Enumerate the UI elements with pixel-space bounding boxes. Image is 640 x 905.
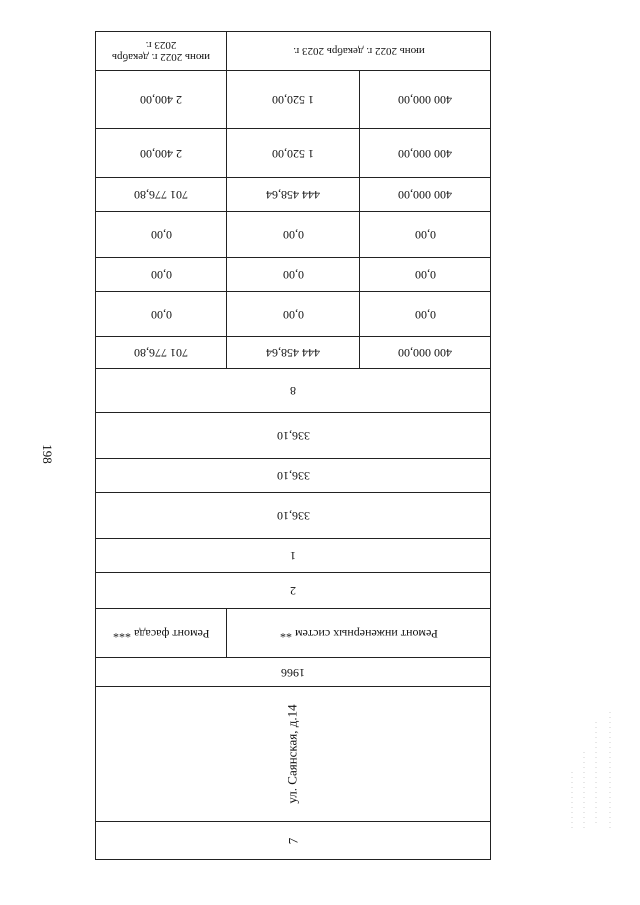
cell-value: 336,10 — [276, 469, 310, 483]
cell-value: 1 520,00 — [272, 93, 314, 107]
cell-value: 0,00 — [414, 307, 436, 322]
table-cell — [359, 292, 490, 336]
cell-value: 8 — [290, 384, 296, 398]
scan-artifact — [566, 712, 616, 832]
table-row — [96, 292, 490, 337]
cell-value: 336,10 — [276, 429, 310, 443]
table-cell — [359, 337, 490, 368]
cell-value: 2 400,00 — [140, 93, 182, 107]
table-cell — [96, 337, 226, 368]
table-row — [96, 493, 490, 539]
address-text: ул. Саянская, д.14 — [284, 704, 300, 804]
table-cell — [226, 129, 359, 177]
table-cell — [96, 493, 490, 538]
table-cell — [96, 32, 226, 70]
period-text: июнь 2022 г. декабрь 2023 г. — [112, 39, 210, 63]
table-cell — [96, 413, 490, 458]
table-row-period — [96, 32, 490, 71]
table-cell — [96, 369, 490, 412]
table-cell — [359, 258, 490, 291]
table-cell — [226, 32, 490, 70]
table-cell — [96, 459, 490, 492]
cell-value: 0,00 — [150, 228, 172, 242]
cell-value: 444 458,64 — [266, 188, 320, 202]
cell-value: 1966 — [281, 665, 305, 680]
cell-value: 0,00 — [414, 228, 436, 242]
table-row — [96, 413, 490, 459]
table-cell — [96, 687, 490, 821]
table-row-work-types — [96, 609, 490, 658]
cell-value: 0,00 — [282, 307, 304, 322]
table-cell — [359, 129, 490, 177]
table-row — [96, 178, 490, 212]
table-row — [96, 129, 490, 178]
cell-value: 0,00 — [414, 268, 436, 282]
table-cell — [96, 258, 226, 291]
table-cell — [96, 539, 490, 572]
cell-value: 336,10 — [276, 509, 310, 523]
cell-value: 701 776,80 — [134, 188, 188, 202]
table-cell — [359, 178, 490, 211]
cell-value: 400 000,00 — [398, 93, 452, 107]
cell-value: 2 400,00 — [140, 146, 182, 161]
table-row-address — [96, 687, 490, 822]
table-row — [96, 71, 490, 129]
cell-value: 0,00 — [282, 228, 304, 242]
table-row — [96, 369, 490, 413]
cell-value: 701 776,80 — [134, 346, 188, 360]
cell-value: 400 000,00 — [398, 188, 452, 202]
cell-value: 2 — [290, 584, 296, 598]
table-cell — [226, 609, 490, 657]
table-cell — [96, 71, 226, 128]
table-cell — [226, 258, 359, 291]
table-row — [96, 258, 490, 292]
engineering-repair-label: Ремонт инженерных систем ** — [279, 626, 438, 641]
cell-value: 0,00 — [150, 307, 172, 322]
rotated-table — [95, 31, 491, 860]
table-row — [96, 573, 490, 609]
table-cell — [96, 178, 226, 211]
cell-value: 1 520,00 — [272, 146, 314, 161]
table-row — [96, 459, 490, 493]
table-row — [96, 212, 490, 258]
table-cell — [226, 292, 359, 336]
page-number: 198 — [40, 444, 55, 464]
table-cell — [226, 178, 359, 211]
table-row — [96, 539, 490, 573]
table-cell — [226, 71, 359, 128]
table-cell — [96, 129, 226, 177]
table-cell — [359, 212, 490, 257]
cell-value: 400 000,00 — [398, 146, 452, 161]
cell-value: 400 000,00 — [398, 346, 452, 360]
table-cell — [96, 822, 490, 859]
table-cell — [226, 212, 359, 257]
cell-value: 0,00 — [150, 268, 172, 282]
table-cell — [96, 658, 490, 686]
cell-value: 7 — [285, 837, 300, 844]
table-cell — [226, 337, 359, 368]
facade-repair-label: Ремонт фасада *** — [112, 626, 210, 641]
table-cell — [96, 609, 226, 657]
table-cell — [96, 573, 490, 608]
table-row — [96, 337, 490, 369]
table-cell — [96, 212, 226, 257]
cell-value: 1 — [290, 549, 296, 563]
period-text: июнь 2022 г. декабрь 2023 г. — [292, 45, 425, 57]
table-row — [96, 822, 490, 859]
table-cell — [96, 292, 226, 336]
cell-value: 444 458,64 — [266, 346, 320, 360]
table-row — [96, 658, 490, 687]
table-cell — [359, 71, 490, 128]
cell-value: 0,00 — [282, 268, 304, 282]
